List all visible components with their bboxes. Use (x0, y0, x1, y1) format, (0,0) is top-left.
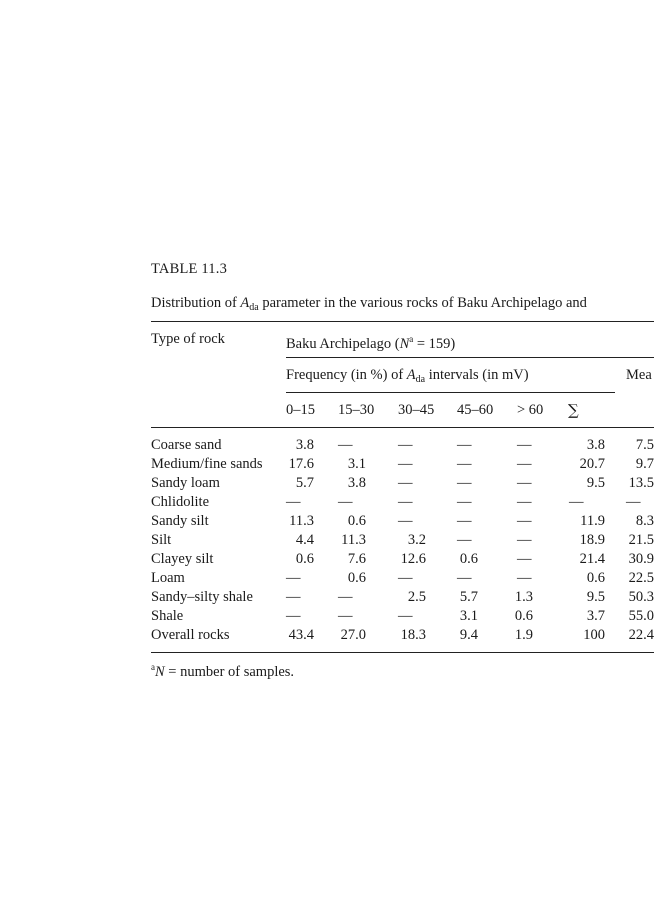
header-interval-15-30: 15–30 (338, 402, 375, 418)
caption-prefix: Distribution of (151, 295, 241, 311)
caption-symbol-sub: da (249, 302, 259, 313)
table-cell: 9.7 (635, 456, 654, 472)
table-cell-dash: — (517, 437, 532, 453)
table-cell: 11.3 (289, 513, 314, 529)
table-cell: 1.3 (514, 589, 533, 605)
table-cell-dash: — (338, 608, 353, 624)
row-type-label: Sandy–silty shale (151, 589, 253, 605)
header-sum-symbol: ∑ (568, 401, 579, 419)
table-cell-dash: — (338, 494, 353, 510)
table-cell-dash: — (457, 494, 472, 510)
table-cell: 18.3 (400, 627, 426, 643)
table-cell: 21.5 (628, 532, 654, 548)
table-cell: 3.1 (347, 456, 366, 472)
table-cell-dash: — (398, 437, 413, 453)
footnote-marker: a (151, 662, 155, 672)
table-cell: 0.6 (586, 570, 605, 586)
table-cell-dash: — (286, 608, 301, 624)
footnote-text: = number of samples. (164, 664, 295, 680)
table-cell: 4.4 (295, 532, 314, 548)
table-cell: 1.9 (514, 627, 533, 643)
table-cell-dash: — (626, 494, 641, 510)
table-cell: 0.6 (459, 551, 478, 567)
table-cell: 9.5 (586, 589, 605, 605)
table-cell: 11.3 (341, 532, 366, 548)
table-cell: 2.5 (407, 589, 426, 605)
table-caption (151, 295, 587, 313)
table-cell: 22.5 (628, 570, 654, 586)
table-cell-dash: — (286, 589, 301, 605)
table-cell-dash: — (517, 494, 532, 510)
table-cell-dash: — (517, 551, 532, 567)
table-cell: 27.0 (340, 627, 366, 643)
footnote (151, 662, 294, 681)
header-interval-30-45: 30–45 (398, 402, 435, 418)
table-cell-dash: — (338, 437, 353, 453)
table-cell: 0.6 (514, 608, 533, 624)
row-type-label: Loam (151, 570, 185, 586)
table-cell: 5.7 (295, 475, 314, 491)
table-cell: 3.2 (407, 532, 426, 548)
table-cell-dash: — (517, 570, 532, 586)
row-type-label: Overall rocks (151, 627, 230, 643)
group-rule (286, 357, 654, 358)
row-type-label: Medium/fine sands (151, 456, 263, 472)
row-type-label: Sandy loam (151, 475, 220, 491)
table-cell-dash: — (517, 475, 532, 491)
header-bottom-rule (151, 427, 654, 428)
table-cell: 55.0 (628, 608, 654, 624)
row-type-label: Coarse sand (151, 437, 222, 453)
table-cell-dash: — (338, 589, 353, 605)
table-cell: 0.6 (295, 551, 314, 567)
table-cell-dash: — (569, 494, 584, 510)
row-type-label: Clayey silt (151, 551, 214, 567)
footnote-symbol: N (155, 664, 165, 680)
table-cell: 13.5 (628, 475, 654, 491)
header-interval-0-15: 0–15 (286, 402, 315, 418)
header-frequency-label: Frequency (in %) of $A_{da}$ intervals (in mV) (286, 367, 529, 385)
bottom-rule (151, 652, 654, 653)
table-cell-dash: — (398, 513, 413, 529)
table-cell-dash: — (517, 513, 532, 529)
table-cell: 8.3 (635, 513, 654, 529)
top-rule (151, 321, 654, 322)
table-cell-dash: — (457, 570, 472, 586)
header-type-of-rock: Type of rock (151, 331, 225, 347)
header-interval-over-60: > 60 (517, 402, 544, 418)
header-group-label: Baku Archipelago $(N^a = 159)$ (286, 334, 456, 352)
table-cell: 12.6 (400, 551, 426, 567)
table-cell-dash: — (398, 456, 413, 472)
header-interval-45-60: 45–60 (457, 402, 494, 418)
table-cell: 43.4 (288, 627, 314, 643)
row-type-label: Silt (151, 532, 172, 548)
table-cell: 20.7 (579, 456, 605, 472)
table-cell-dash: — (517, 456, 532, 472)
table-cell: 3.1 (459, 608, 478, 624)
table-cell: 0.6 (347, 570, 366, 586)
table-cell: 50.3 (628, 589, 654, 605)
header-mean-partial: Mea (626, 367, 652, 383)
table-cell: 3.7 (586, 608, 605, 624)
table-cell: 0.6 (347, 513, 366, 529)
table-cell: 11.9 (580, 513, 605, 529)
table-cell: 18.9 (579, 532, 605, 548)
table-cell-dash: — (286, 570, 301, 586)
table-cell-dash: — (457, 456, 472, 472)
table-cell: 22.4 (628, 627, 654, 643)
row-type-label: Shale (151, 608, 184, 624)
table-cell: 21.4 (579, 551, 605, 567)
table-cell-dash: — (398, 494, 413, 510)
table-cell-dash: — (457, 532, 472, 548)
table-cell-dash: — (457, 513, 472, 529)
table-cell: 3.8 (295, 437, 314, 453)
row-type-label: Chlidolite (151, 494, 209, 510)
caption-suffix: parameter in the various rocks of Baku Archipelago and (258, 295, 587, 311)
table-cell: 3.8 (347, 475, 366, 491)
table-cell-dash: — (457, 437, 472, 453)
table-cell: 7.5 (635, 437, 654, 453)
table-cell: 9.5 (586, 475, 605, 491)
table-cell: 5.7 (459, 589, 478, 605)
caption-symbol: A (240, 295, 250, 311)
table-cell: 17.6 (288, 456, 314, 472)
table-cell-dash: — (517, 532, 532, 548)
table-cell: 9.4 (459, 627, 478, 643)
table-cell: 30.9 (628, 551, 654, 567)
table-cell: 7.6 (347, 551, 366, 567)
table-cell-dash: — (398, 570, 413, 586)
table-cell-dash: — (398, 608, 413, 624)
table-cell: 100 (583, 627, 605, 643)
table-label: TABLE 11.3 (151, 261, 228, 277)
table-cell-dash: — (286, 494, 301, 510)
frequency-rule (286, 392, 615, 393)
table-cell-dash: — (457, 475, 472, 491)
row-type-label: Sandy silt (151, 513, 209, 529)
table-cell: 3.8 (586, 437, 605, 453)
table-cell-dash: — (398, 475, 413, 491)
